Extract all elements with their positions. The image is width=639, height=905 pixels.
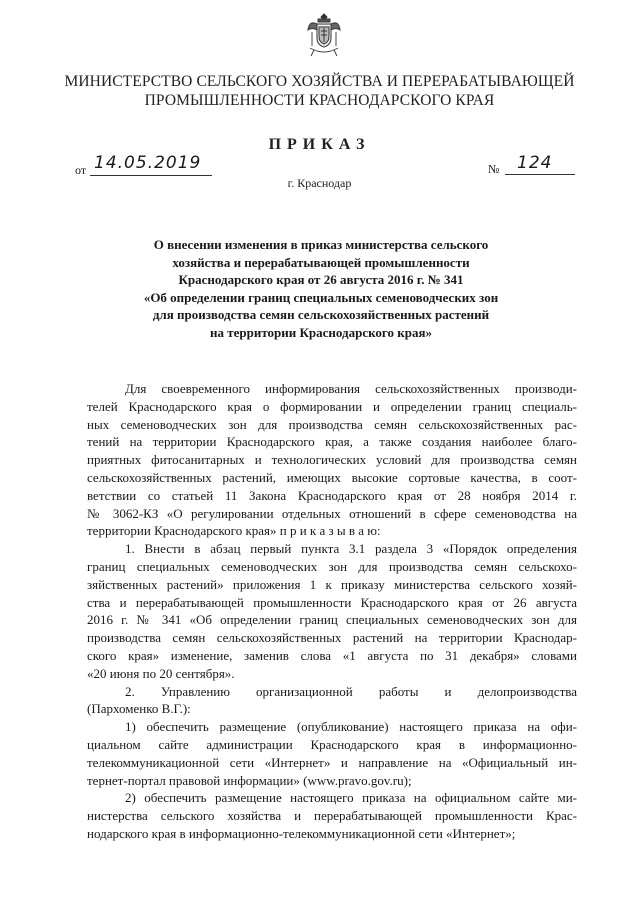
body-line: территории Краснодарского края» п р и к а з ы в а ю: bbox=[87, 523, 381, 539]
heading-line: О внесении изменения в приказ министерства сельского bbox=[153, 237, 489, 252]
ministry-name-line1: МИНИСТЕРСТВО СЕЛЬСКОГО ХОЗЯЙСТВА И ПЕРЕРАБАТЫВАЮЩЕЙ bbox=[64, 73, 575, 90]
heading-line: Краснодарского края от 26 августа 2016 г. № 341 bbox=[178, 272, 464, 288]
date-prefix: от bbox=[75, 163, 87, 177]
order-body bbox=[87, 380, 577, 843]
body-line: 2. Управлению организационной работы и делопроизводства bbox=[125, 683, 577, 699]
body-line: границ специальных семеноводческих зон для производства семян сельскохо- bbox=[87, 558, 577, 574]
body-line: № 3062-КЗ «О регулировании отдельных отношений в сфере семеноводства на bbox=[87, 505, 577, 521]
city-label: г. Краснодар bbox=[287, 176, 352, 190]
document-type-title: ПРИКАЗ bbox=[268, 136, 371, 153]
body-line: телекоммуникационной сети «Интернет» и направление на «Официальный ин- bbox=[87, 754, 577, 770]
body-line: ветствии со статьей 11 Закона Краснодарского края от 28 ноября 2014 г. bbox=[87, 487, 577, 503]
heading-line: «Об определении границ специальных семеноводческих зон bbox=[143, 289, 499, 305]
number-prefix: № bbox=[488, 162, 500, 176]
body-line: тернет-портал правовой информации» (www.pravo.gov.ru); bbox=[87, 772, 412, 788]
body-line: «20 июня по 20 сентября». bbox=[87, 665, 235, 681]
body-line: 2016 г. № 341 «Об определении границ специальных семеноводческих зон для bbox=[87, 612, 577, 628]
heading-line: хозяйства и перерабатывающей промышленности bbox=[172, 254, 470, 270]
body-line: 1) обеспечить размещение (опубликование) настоящего приказа на офи- bbox=[125, 719, 577, 735]
order-number: 124 bbox=[505, 151, 575, 175]
body-line: 2) обеспечить размещение настоящего приказа на официальном сайте ми- bbox=[125, 790, 577, 806]
body-line: приятных фитосанитарных и технологических условий для производства семян bbox=[87, 452, 577, 468]
heading-line: на территории Краснодарского края» bbox=[209, 324, 433, 340]
body-line: ства и перерабатывающей промышленности Краснодарского края от 26 августа bbox=[87, 594, 577, 610]
body-line: производства семян сельскохозяйственных растений на территории Краснодар- bbox=[87, 630, 577, 646]
body-line: телей Краснодарского края о формировании и определении границ специаль- bbox=[87, 398, 577, 414]
order-date: 14.05.2019 bbox=[90, 151, 212, 176]
body-line: нодарского края в информационно-телекоммуникационной сети «Интернет»; bbox=[87, 825, 516, 841]
ministry-name-line2: ПРОМЫШЛЕННОСТИ КРАСНОДАРСКОГО КРАЯ bbox=[144, 92, 495, 109]
coat-of-arms-icon bbox=[306, 10, 342, 58]
order-heading bbox=[120, 236, 522, 342]
body-line: зяйственных растений» приложения 1 к приказу министерства сельского хозяй- bbox=[87, 576, 577, 592]
body-line: циальном сайте администрации Краснодарского края в информационно- bbox=[87, 736, 577, 752]
body-line: (Пархоменко В.Г.): bbox=[87, 701, 191, 717]
heading-line: для производства семян сельскохозяйственных растений bbox=[152, 307, 490, 323]
body-line: ных семеноводческих зон для производства семян сельскохозяйственных рас- bbox=[87, 416, 577, 432]
body-line: сельскохозяйственных растений, имеющих высокие сортовые качества, в соот- bbox=[87, 469, 577, 485]
body-line: тений на территории Краснодарского края, а также создания наиболее благо- bbox=[87, 434, 577, 450]
body-line: 1. Внести в абзац первый пункта 3.1 раздела 3 «Порядок определения bbox=[125, 541, 577, 557]
body-line: нистерства сельского хозяйства и перерабатывающей промышленности Крас- bbox=[87, 808, 577, 824]
body-line: Для своевременного информирования сельскохозяйственных производи- bbox=[125, 381, 577, 396]
body-line: ского края» изменение, заменив слова «1 августа по 31 декабря» словами bbox=[87, 647, 577, 663]
